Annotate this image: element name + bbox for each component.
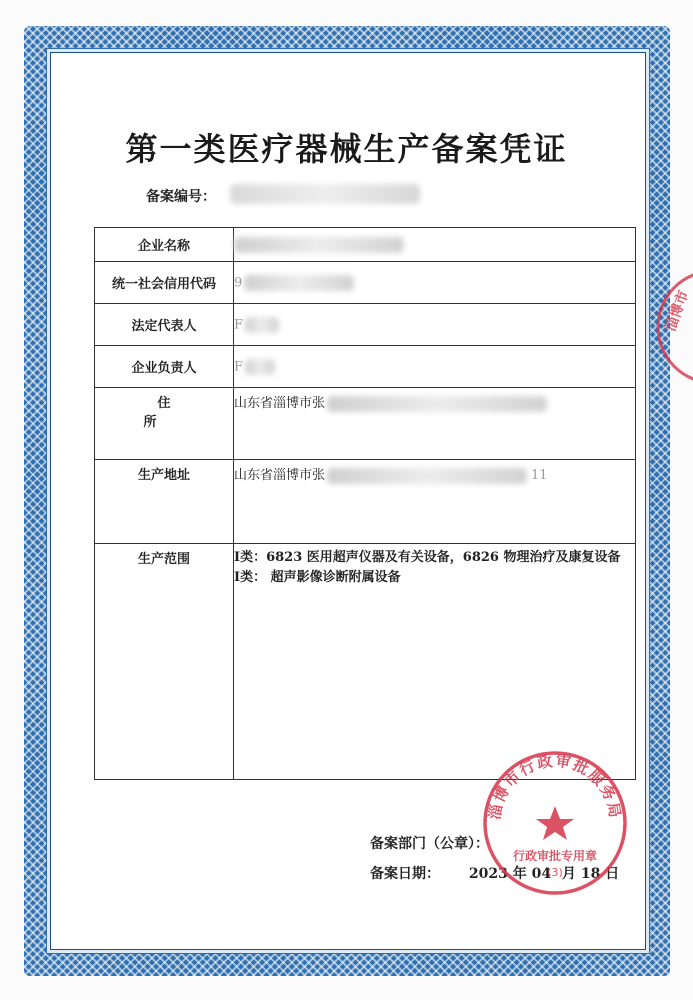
scope-line-1: Ⅰ类：6823 医用超声仪器及有关设备，6826 物理治疗及康复设备	[234, 550, 621, 565]
production-address-label: 生产地址	[95, 460, 234, 544]
credit-code-label: 统一社会信用代码	[95, 262, 234, 304]
redacted-text	[234, 237, 404, 253]
redacted-text	[244, 275, 354, 291]
year-unit: 年	[512, 866, 527, 882]
company-name-value	[234, 228, 636, 262]
table-row	[95, 544, 636, 780]
seal-top-text: 淄博市行政审批服务局	[485, 751, 625, 821]
credit-code-value	[234, 262, 636, 304]
redacted-text	[245, 359, 275, 375]
address-label-text: 住 所	[143, 396, 240, 430]
table-row	[95, 460, 636, 544]
company-head-label: 企业负责人	[95, 346, 234, 388]
company-head-value	[234, 346, 636, 388]
production-address-value	[234, 460, 636, 544]
seal-bottom-text: 行政审批专用章	[512, 849, 598, 863]
filing-department-label: 备案部门（公章）：	[370, 836, 489, 852]
official-seal	[480, 748, 630, 898]
seal-star-icon	[536, 806, 574, 840]
legal-rep-value	[234, 304, 636, 346]
table-row	[95, 304, 636, 346]
legal-rep-label: 法定代表人	[95, 304, 234, 346]
seal-number: (3)	[547, 866, 563, 879]
registration-number-redacted	[230, 184, 420, 204]
production-scope-label: 生产范围	[95, 544, 234, 780]
address-prefix: 山东省淄博市张	[234, 396, 326, 411]
table-row	[95, 228, 636, 262]
filing-day: 18	[580, 866, 601, 882]
address-label	[95, 388, 240, 460]
filing-year: 2023	[468, 866, 508, 882]
day-unit: 日	[605, 866, 620, 882]
production-scope-value	[234, 544, 636, 780]
filing-month: 04	[531, 866, 552, 882]
info-table	[94, 227, 636, 780]
address-value	[234, 388, 636, 460]
company-head-prefix: F	[234, 359, 244, 374]
partial-seal	[652, 262, 693, 392]
filing-date-label: 备案日期：	[370, 866, 440, 882]
credit-code-prefix: 9	[234, 275, 243, 290]
redacted-text	[245, 317, 279, 333]
company-name-label: 企业名称	[95, 228, 234, 262]
table-row	[95, 262, 636, 304]
table-row	[95, 346, 636, 388]
redacted-text	[327, 396, 547, 412]
registration-number-label: 备案编号：	[146, 189, 216, 205]
redacted-text	[327, 468, 527, 484]
legal-rep-prefix: F	[234, 317, 244, 332]
scope-line-2: Ⅰ类： 超声影像诊断附属设备	[234, 570, 401, 585]
certificate-title: 第一类医疗器械生产备案凭证	[125, 130, 568, 168]
table-row	[95, 388, 636, 460]
partial-seal-text: 淄博市	[662, 288, 693, 334]
production-address-prefix: 山东省淄博市张	[234, 468, 326, 483]
production-address-suffix: 11	[531, 468, 548, 483]
month-unit: 月	[561, 866, 576, 882]
